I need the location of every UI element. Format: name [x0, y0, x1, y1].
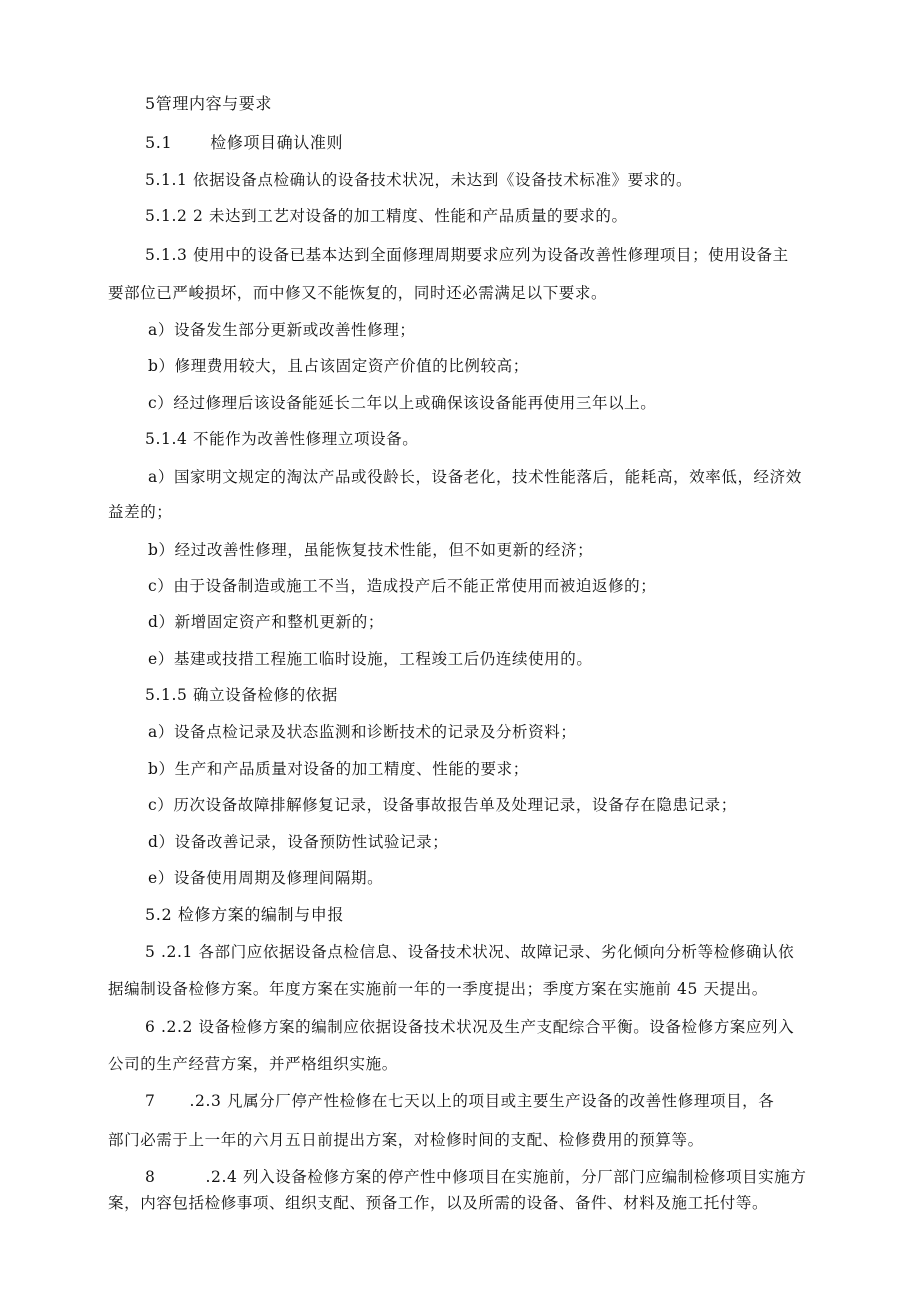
- clause-5-1-5-item-c: c）历次设备故障排解修复记录，设备事故报告单及处理记录，设备存在隐患记录；: [148, 796, 737, 814]
- clause-5-2-4-number: 8: [145, 1168, 156, 1186]
- clause-5-1-5-item-e: e）设备使用周期及修理间隔期。: [148, 869, 384, 887]
- clause-5-2-2-line1: 6 .2.2 设备检修方案的编制应依据设备技术状况及生产支配综合平衡。设备检修方案应列入: [145, 1018, 795, 1036]
- clause-5-2-4-line2: 案，内容包括检修事项、组织支配、预备工作，以及所需的设备、备件、材料及施工托付等。: [108, 1194, 769, 1212]
- clause-5-1-4-item-d: d）新增固定资产和整机更新的；: [148, 613, 384, 631]
- subsection-5-1-number: 5.1: [145, 133, 173, 152]
- clause-5-1-5: 5.1.5 确立设备检修的依据: [145, 686, 338, 704]
- clause-5-1-4-item-c: c）由于设备制造或施工不当，造成投产后不能正常使用而被迫返修的；: [148, 577, 657, 595]
- clause-5-1-4-item-a-line2: 益差的；: [108, 503, 173, 521]
- clause-5-1-2-2: 5.1.2 2 未达到工艺对设备的加工精度、性能和产品质量的要求的。: [145, 207, 628, 225]
- clause-5-2-3-line1: [145, 1091, 774, 1111]
- subsection-5-1-title: 检修项目确认准则: [210, 133, 344, 152]
- clause-5-2-3-number: 7: [145, 1092, 156, 1110]
- clause-5-2-4-text: .2.4 列入设备检修方案的停产性中修项目在实施前，分厂部门应编制检修项目实施方: [205, 1168, 807, 1186]
- clause-5-1-5-item-d: d）设备改善记录，设备预防性试验记录；: [148, 833, 449, 851]
- clause-5-1-3-item-b: b）修理费用较大，且占该固定资产价值的比例较高；: [148, 357, 529, 375]
- subsection-5-2-heading: 5.2 检修方案的编制与申报: [145, 905, 344, 924]
- section-title: 5管理内容与要求: [145, 94, 272, 113]
- clause-5-1-4-item-e: e）基建或技措工程施工临时设施，工程竣工后仍连续使用的。: [148, 650, 593, 668]
- clause-5-2-4-line1: [145, 1167, 806, 1187]
- clause-5-2-1-line2: 据编制设备检修方案。年度方案在实施前一年的一季度提出；季度方案在实施前 45 天提出。: [108, 980, 768, 998]
- clause-5-1-4: 5.1.4 不能作为改善性修理立项设备。: [145, 430, 419, 448]
- clause-5-1-3-item-c: c）经过修理后该设备能延长二年以上或确保该设备能再使用三年以上。: [148, 394, 657, 412]
- clause-5-1-1: 5.1.1 依据设备点检确认的设备技术状况，未达到《设备技术标准》要求的。: [145, 171, 693, 189]
- clause-5-1-3-item-a: a）设备发生部分更新或改善性修理；: [148, 321, 416, 339]
- clause-5-1-4-item-a-line1: a）国家明文规定的淘汰产品或役龄长，设备老化，技术性能落后，能耗高，效率低，经济效: [148, 468, 802, 486]
- subsection-5-1-heading: [145, 133, 343, 153]
- clause-5-1-3-line2: 要部位已严峻损坏，而中修又不能恢复的，同时还必需满足以下要求。: [108, 284, 608, 302]
- clause-5-2-1-line1: 5 .2.1 各部门应依据设备点检信息、设备技术状况、故障记录、劣化倾向分析等检修确认依: [145, 943, 795, 961]
- clause-5-1-3-line1: 5.1.3 使用中的设备已基本达到全面修理周期要求应列为设备改善性修理项目；使用设备主: [145, 246, 789, 264]
- clause-5-2-3-line2: 部门必需于上一年的六月五日前提出方案，对检修时间的支配、检修费用的预算等。: [108, 1131, 704, 1149]
- clause-5-1-5-item-a: a）设备点检记录及状态监测和诊断技术的记录及分析资料；: [148, 723, 577, 741]
- clause-5-2-3-text: .2.3 凡属分厂停产性检修在七天以上的项目或主要生产设备的改善性修理项目，各: [189, 1092, 775, 1110]
- clause-5-2-2-line2: 公司的生产经营方案，并严格组织实施。: [108, 1055, 398, 1073]
- clause-5-1-4-item-b: b）经过改善性修理，虽能恢复技术性能，但不如更新的经济；: [148, 541, 594, 559]
- clause-5-1-5-item-b: b）生产和产品质量对设备的加工精度、性能的要求；: [148, 760, 529, 778]
